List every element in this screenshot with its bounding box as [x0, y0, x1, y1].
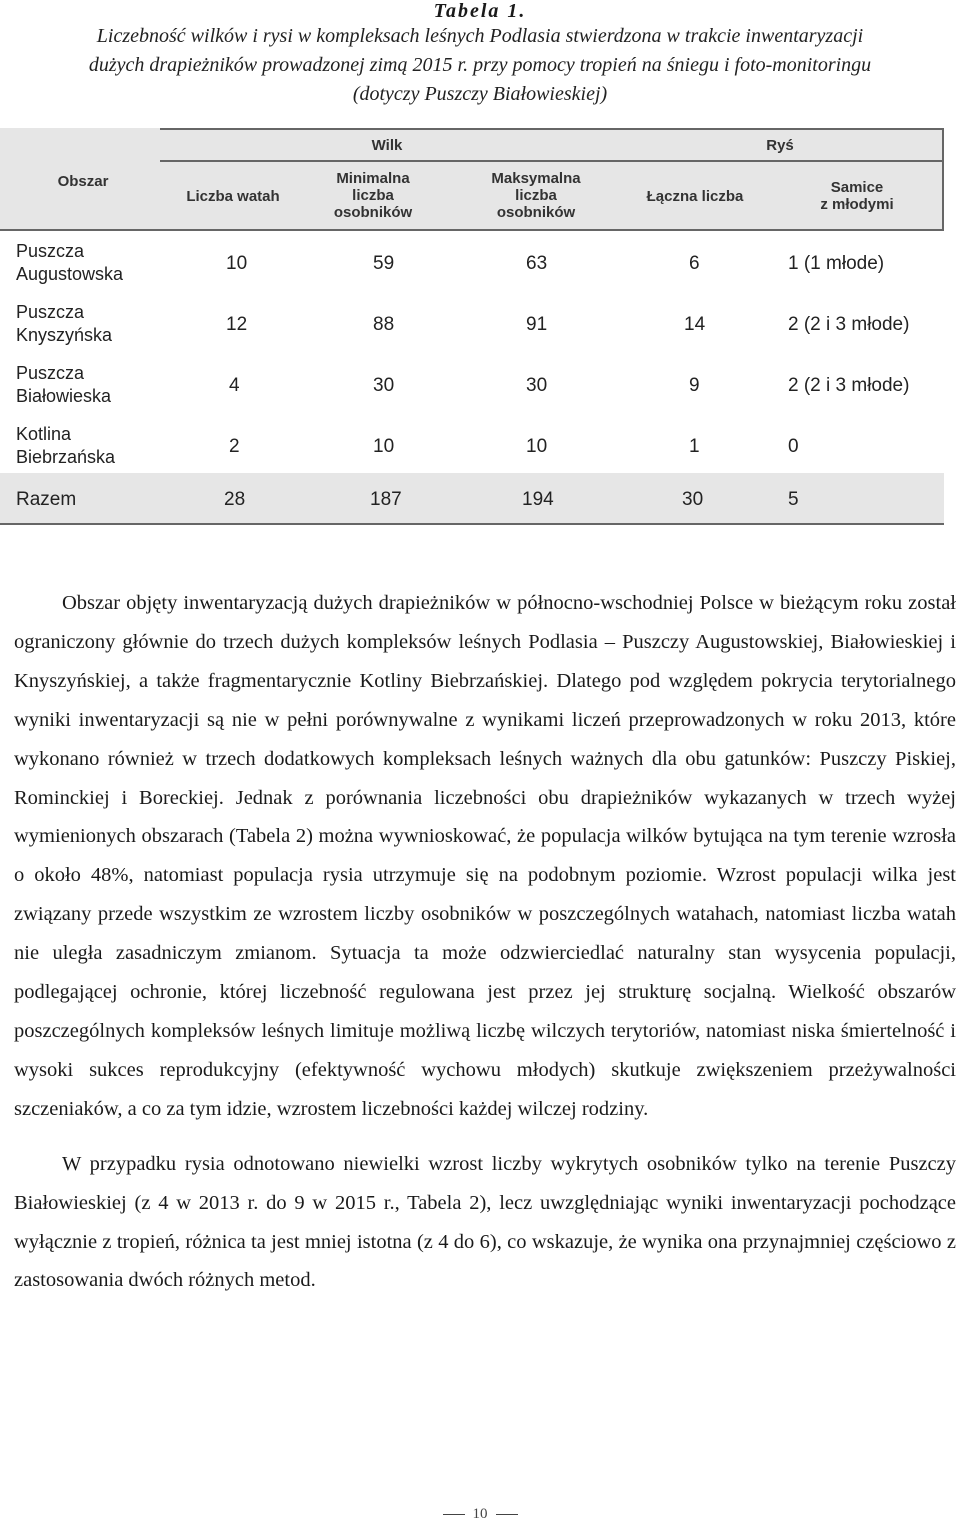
total-max: 194 — [522, 489, 554, 510]
header-laczna: Łączna liczba — [646, 188, 744, 205]
row-2-samice: 2 (2 i 3 młode) — [788, 314, 910, 335]
caption-label: Tabela 1. — [433, 0, 527, 22]
row-3-min: 30 — [373, 375, 395, 396]
header-max: Maksymalna liczba osobników — [491, 170, 581, 221]
total-min: 187 — [370, 489, 402, 510]
footer-dash-right — [496, 1514, 518, 1515]
header-min: Minimalna liczba osobników — [333, 170, 413, 221]
row-1-watahy: 10 — [226, 253, 248, 274]
header-bottom-rule — [0, 229, 944, 231]
paragraph-2: W przypadku rysia odnotowano niewielki wzrost liczby wykrytych osobników tylko na terenie Puszczy Białowieskiej (z 4 w 2013 r. do 9 w 2015 r., Tabela 2), lecz uwzględniając wyniki inwentaryzacji pochodzące wyłącznie z tropień, różnica ta jest mniej istotna (z 4 do 6), co wskazuje, że wynika ona przynajmniej częściowo z zastosowania dwóch różnych metod. — [14, 1152, 956, 1292]
paragraph-1: Obszar objęty inwentaryzacją dużych drapieżników w północno-wschodniej Polsce w bieżącym roku został ograniczony głównie do trzech dużych kompleksów leśnych Podlasia – Puszczy Augustowskiej, Białowieskiej i Knyszyńskiej, a także fragmentarycznie Kotliny Biebrzańskiej. Dlatego pod względem pokrycia terytorialnego wyniki inwentaryzacji są nie w pełni porównywalne z wynikami liczeń przeprowadzonych w roku 2013, które wykonano również w trzech dodatkowych kompleksach leśnych ważnych dla obu gatunków: Puszczy Piskiej, Rominckiej i Boreckiej. Jednak z porównania liczebności obu drapieżników wykazanych w trzech wyżej wymienionych obszarach (Tabela 2) można wywnioskować, że populacja wilków bytująca na tym terenie wzrosła o około 48%, natomiast populacja rysia utrzymuje się na podobnym poziomie. Wzrost populacji wilka jest związany przede wszystkim ze wzrostem liczby osobników w poszczególnych watahach, natomiast liczba watah nie uległa zasadniczym zmianom. Sytuacja ta może odzwierciedlać naturalny stan wysycenia populacji, podlegającej ochronie, której liczebność regulowana jest przez jej strukturę socjalną. Wielkość obszarów poszczególnych kompleksów leśnych limituje możliwą liczbę wilczych terytoriów, natomiast niska śmiertelność i wysoki sukces reprodukcyjny (efektywność wychowu młodych) skutkuje zwiększeniem przeżywalności szczeniaków, a co za tym idzie, wzrostem liczebności każdej wilczej rodziny. — [14, 592, 956, 1120]
row-1-min: 59 — [373, 253, 395, 274]
row-3-watahy: 4 — [229, 375, 240, 396]
row-4-watahy: 2 — [229, 436, 240, 457]
row-3-samice: 2 (2 i 3 młode) — [788, 375, 910, 396]
total-name: Razem — [16, 489, 77, 510]
header-samice: Samice z młodymi — [820, 179, 894, 213]
header-wilk: Wilk — [371, 137, 403, 154]
row-4-laczna: 1 — [689, 436, 700, 457]
header-liczba-watah: Liczba watah — [186, 188, 280, 205]
row-3-name: Puszcza Białowieska — [16, 363, 112, 406]
header-right-rule — [942, 128, 944, 230]
caption-line-1: Liczebność wilków i rysi w kompleksach leśnych Podlasia stwierdzona w trakcie inwentaryzacji — [96, 25, 864, 47]
row-1-laczna: 6 — [689, 253, 700, 274]
row-1-name: Puszcza Augustowska — [16, 241, 124, 284]
total-samice: 5 — [788, 489, 799, 510]
row-3-max: 30 — [526, 375, 548, 396]
table-caption — [0, 0, 960, 109]
caption-line-2: dużych drapieżników prowadzonej zimą 2015 r. przy pomocy tropień na śniegu i foto-monitoringu — [88, 54, 872, 76]
row-4-min: 10 — [373, 436, 395, 457]
header-top-rule — [160, 128, 944, 130]
row-2-watahy: 12 — [226, 314, 248, 335]
body-text — [14, 584, 956, 1300]
header-obszar: Obszar — [57, 173, 109, 190]
row-2-laczna: 14 — [684, 314, 706, 335]
page-footer — [0, 1506, 960, 1523]
row-2-name: Puszcza Knyszyńska — [16, 302, 113, 345]
row-1-max: 63 — [526, 253, 548, 274]
total-watahy: 28 — [224, 489, 246, 510]
caption-line-3: (dotyczy Puszczy Białowieskiej) — [352, 83, 608, 105]
row-2-min: 88 — [373, 314, 395, 335]
row-4-samice: 0 — [788, 436, 799, 457]
page-number: 10 — [472, 1506, 488, 1522]
row-4-max: 10 — [526, 436, 548, 457]
row-4-name: Kotlina Biebrzańska — [16, 424, 116, 467]
row-2-max: 91 — [526, 314, 548, 335]
header-rys: Ryś — [766, 137, 794, 154]
row-1-samice: 1 (1 młode) — [788, 253, 885, 274]
total-laczna: 30 — [682, 489, 704, 510]
header-mid-rule — [160, 160, 944, 162]
data-table — [0, 128, 944, 524]
row-3-laczna: 9 — [689, 375, 700, 396]
footer-dash-left — [443, 1514, 465, 1515]
table-total-background — [0, 473, 944, 525]
